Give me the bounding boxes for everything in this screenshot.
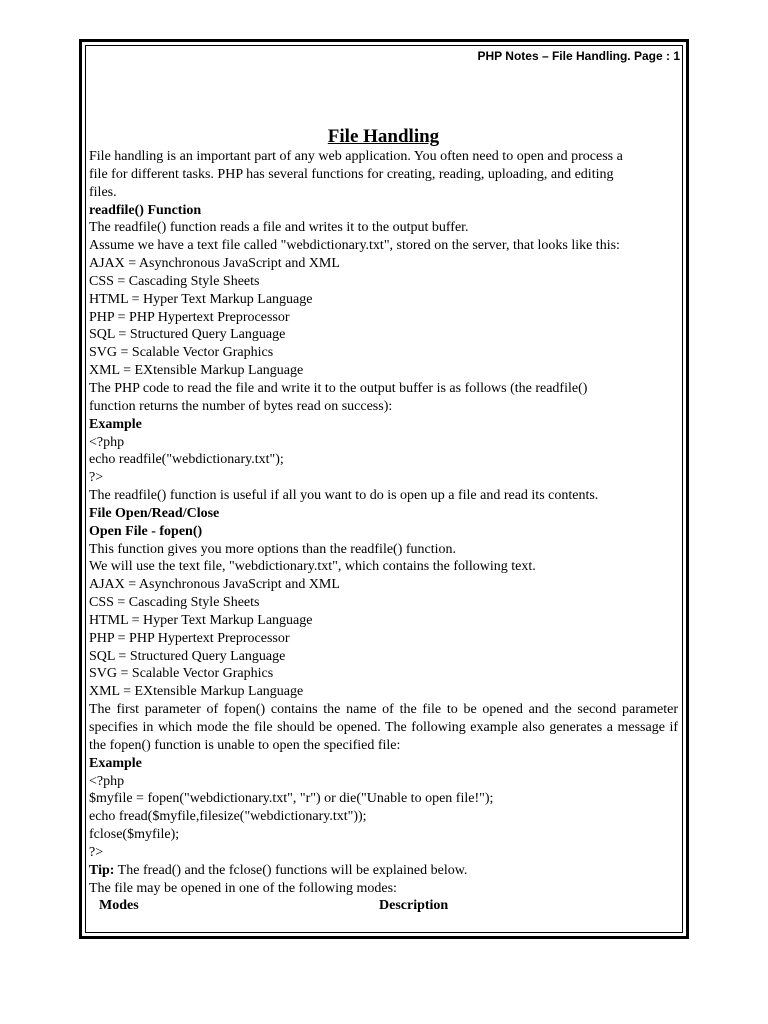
- readfile-heading: readfile() Function: [89, 202, 202, 218]
- document-body: [89, 126, 678, 917]
- fopen-heading: Open File - fopen(): [89, 523, 203, 539]
- intro-line: files.: [89, 184, 117, 200]
- page-header: PHP Notes – File Handling. Page : 1: [477, 49, 680, 63]
- code-line: echo fread($myfile,filesize("webdictionary.txt"));: [89, 809, 367, 825]
- dictionary-entry: SVG = Scalable Vector Graphics: [89, 345, 274, 361]
- code-line: $myfile = fopen("webdictionary.txt", "r") or die("Unable to open file!");: [89, 791, 494, 807]
- open-read-close-heading: File Open/Read/Close: [89, 505, 220, 521]
- dictionary-entry: XML = EXtensible Markup Language: [89, 684, 304, 700]
- example-label: Example: [89, 755, 142, 771]
- dictionary-entry: CSS = Cascading Style Sheets: [89, 595, 260, 611]
- modes-intro: The file may be opened in one of the following modes:: [89, 880, 397, 896]
- description-column-header: Description: [379, 898, 449, 914]
- code-intro-line: function returns the number of bytes read on success):: [89, 398, 393, 414]
- intro-line: file for different tasks. PHP has several functions for creating, reading, uploading, and editing: [89, 166, 614, 182]
- dictionary-entry: HTML = Hyper Text Markup Language: [89, 612, 313, 628]
- code-line: <?php: [89, 773, 125, 789]
- fopen-description: This function gives you more options than the readfile() function.: [89, 541, 457, 557]
- code-intro-line: The PHP code to read the file and write it to the output buffer is as follows (the readfile(): [89, 380, 588, 396]
- code-line: fclose($myfile);: [89, 827, 180, 843]
- dictionary-entry: SQL = Structured Query Language: [89, 648, 286, 664]
- param-line: The first parameter of fopen() contains the name of the file to be opened and the second: [89, 702, 617, 718]
- assume-text: Assume we have a text file called "webdictionary.txt", stored on the server, that looks like this:: [89, 238, 620, 254]
- intro-line: File handling is an important part of any web application. You often need to open and process a: [89, 149, 623, 164]
- modes-table-header: [89, 897, 678, 917]
- code-line: ?>: [89, 844, 104, 860]
- param-paragraph: [89, 701, 678, 755]
- dictionary-entry: SVG = Scalable Vector Graphics: [89, 666, 274, 682]
- dictionary-entry: PHP = PHP Hypertext Preprocessor: [89, 309, 290, 325]
- dictionary-entry: SQL = Structured Query Language: [89, 327, 286, 343]
- example-label: Example: [89, 416, 142, 432]
- dictionary-entry: PHP = PHP Hypertext Preprocessor: [89, 630, 290, 646]
- dictionary-entry: CSS = Cascading Style Sheets: [89, 273, 260, 289]
- code-line: <?php: [89, 434, 125, 450]
- dictionary-entry: XML = EXtensible Markup Language: [89, 363, 304, 379]
- modes-column-header: Modes: [99, 898, 139, 914]
- readfile-useful-text: The readfile() function is useful if all you want to do is open up a file and read its contents.: [89, 488, 599, 504]
- readfile-description: The readfile() function reads a file and writes it to the output buffer.: [89, 220, 469, 236]
- param-line: parameter specifies in which mode the file should be opened. The following example also: [89, 702, 678, 735]
- use-text: We will use the text file, "webdictionary.txt", which contains the following text.: [89, 559, 536, 575]
- code-line: ?>: [89, 470, 104, 486]
- param-line: generates a message if the fopen() function is unable to open the specified file:: [89, 720, 679, 753]
- code-line: echo readfile("webdictionary.txt");: [89, 452, 284, 468]
- dictionary-entry: HTML = Hyper Text Markup Language: [89, 291, 313, 307]
- tip-label: Tip:: [89, 862, 115, 878]
- dictionary-entry: AJAX = Asynchronous JavaScript and XML: [89, 577, 340, 593]
- page-frame: [79, 39, 689, 939]
- tip-text: The fread() and the fclose() functions will be explained below.: [114, 862, 468, 878]
- tip-line: [89, 862, 678, 880]
- page-title: File Handling: [327, 126, 440, 147]
- dictionary-entry: AJAX = Asynchronous JavaScript and XML: [89, 256, 340, 272]
